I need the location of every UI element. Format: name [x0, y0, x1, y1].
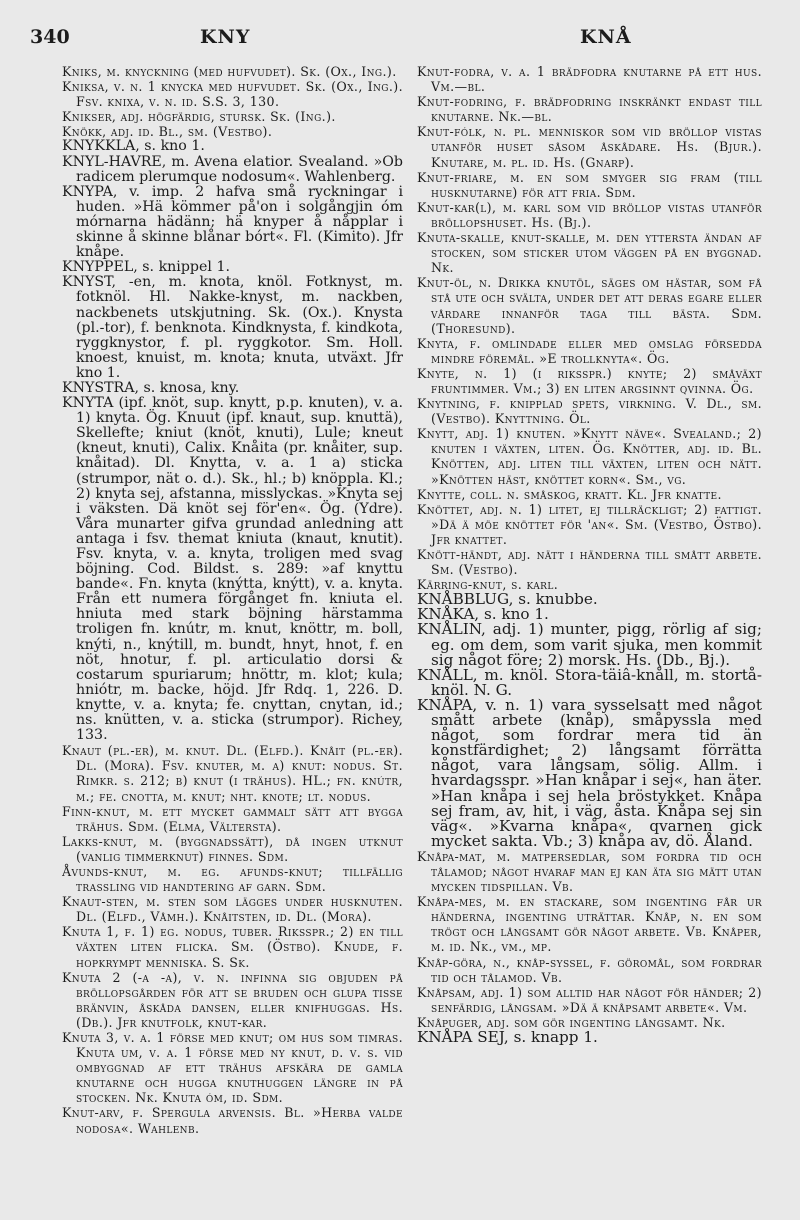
dictionary-entry: Knåpa-mat, m. matpersedlar, som fordra tid och tålamod; något hvaraf man ej kan äta sig mätt utan mycken tidspillan. Vb.	[417, 848, 762, 895]
dictionary-entry: Knut-friare, m. en som smyger sig fram (till husknutarne) för att fria. Sdm.	[417, 169, 762, 200]
page-header	[0, 26, 800, 60]
dictionary-entry: Knåpa-mes, m. en stackare, som ingenting får ur händerna, ingenting uträttar. Knåp, n. en som trögt och långsamt gör något arbete. Vb. Knåper, m. id. Nk., vm., mp.	[417, 894, 762, 955]
dictionary-entry: Knytt, adj. 1) knuten. »Knytt näve«. Svealand.; 2) knuten i växten, liten. Ög. Knötter, adj. id. Bl. Knötten, adj. liten till växten, liten och nätt. »Knötten häst, knöttet korn«. Sm., vg.	[417, 426, 762, 487]
dictionary-entry: KNYSTRA, s. knosa, kny.	[62, 379, 240, 396]
page-number: 340	[30, 26, 70, 48]
dictionary-entry: Knyte, n. 1) (i riksspr.) knyte; 2) småväxt fruntimmer. Vm.; 3) en liten argsinnt qvinna. Ög.	[417, 365, 762, 396]
dictionary-entry: KNÅPA, v. n. 1) vara sysselsatt med något smått arbete (knåp), småpyssla med något, som fordrar mera tid än konstfärdighet; 2) långsamt förrätta något, vara långsam, sölig. Allm. i hvardagsspr. »Han knåpar i sej«, han äter. »Han knåpa i sej hela bröstykket. Knåpa sej fram, av, hit, i väg, åsta. Knåpa sej sin väg«. »Kvarna knåpa«, qvarnen gick mycket sakta. Vb.; 3) knåpa av, dö. Åland.	[417, 695, 762, 850]
dictionary-entry: Knåpsam, adj. 1) som alltid har något för händer; 2) senfärdig, långsam. »Dä ä knåpsamt arbete«. Vm.	[417, 984, 762, 1015]
dictionary-entry: KNYTA (ipf. knöt, sup. knytt, p.p. knuten), v. a. 1) knyta. Ög. Knuut (ipf. knaut, sup. knuttä), Skellefte; kniut (knöt, knuti), Lule; kneut (kneut, knuti), Calix. Knåita (pr. knåiter, sup. knåitad). Dl. Knytta, v. a. 1 a) sticka (strumpor, nät o. d.). Sk., hl.; b) knöppla. Kl.; 2) knyta sej, afstanna, misslyckas. »Knyta sej i väksten. Dä knöt sej för'en«. Ög. (Ydre). Våra munarter gifva grundad anledning att antaga i fsv. themat kniuta (knaut, knutit). Fsv. knyta, v. a. knyta, troligen med svag böjning. Cod. Bildst. s. 289: »af knyttu bande«. Fn. knyta (knýtta, knýtt), v. a. knyta. Från ett numera förgånget fn. kniuta el. hniuta med stark böjning härstamma troligen fn. knútr, m. knut, knöttr, m. boll, knýti, n., knýtill, m. bundt, hnyt, hnot, f. en nöt, hnotur, f. pl. articulatio dorsi & costarum spuriarum; hnöttr, m. klot; kula; hniótr, m. backe, höjd. Jfr Rdq. 1, 226. D. knytte, v. a. knyta; fe. cnyttan, cnytan, id.; ns. knütten, v. a. sticka (strumpor). Richey, 133.	[62, 395, 403, 744]
dictionary-entry: Knaut-sten, m. sten som lägges under husknuten. Dl. (Elfd., Våmh.). Knåitsten, id. Dl. (Mora).	[62, 894, 403, 925]
dictionary-entry: Knyta, f. omlindade eller med omslag försedda mindre föremål. »E trollknyta«. Ög.	[417, 335, 762, 366]
dictionary-entry: Knuta 1, f. 1) eg. nodus, tuber. Riksspr.; 2) en till växten liten flicka. Sm. (Östbo). Knude, f. hopkrympt menniska. S. Sk.	[62, 924, 403, 970]
dictionary-entry: KNÅLIN, adj. 1) munter, pigg, rörlig af sig; eg. om dem, som varit sjuka, men kommit sig något före; 2) morsk. Hs. (Db., Bj.).	[417, 620, 762, 669]
dictionary-entry: KNYL-HAVRE, m. Avena elatior. Svealand. »Ob radicem plerumque nodosum«. Wahlenberg.	[62, 153, 403, 185]
dictionary-entry: Knåpuger, adj. som gör ingenting långsamt. Nk.	[417, 1014, 726, 1030]
right-column	[417, 64, 762, 1184]
dictionary-entry: Kniks, m. knyckning (med hufvudet). Sk. (Ox., Ing.).	[62, 64, 397, 79]
dictionary-entry: KNÅLL, m. knöl. Stora-täiâ-knåll, m. stortå-knöl. N. G.	[417, 665, 762, 699]
dictionary-entry: Kärring-knut, s. karl.	[417, 577, 559, 593]
right-guide-word: KNÅ	[580, 26, 632, 48]
left-column	[62, 64, 403, 1174]
dictionary-entry: KNÅPA SEJ, s. knapp 1.	[417, 1028, 598, 1046]
dictionary-entry: KNYPA, v. imp. 2 hafva små ryckningar i huden. »Hä kömmer på'on i solgångjin óm mórnarna hädänn; hä knyper å nåpplar i skinne å skinne blånar bórt«. Fl. (Kimito). Jfr knåpe.	[62, 183, 403, 261]
dictionary-entry: Knut-fodra, v. a. 1 brädfodra knutarne på ett hus. Vm.—bl.	[417, 64, 762, 95]
dictionary-entry: Knuta-skalle, knut-skalle, m. den yttersta ändan af stocken, som sticker utom väggen på en byggnad. Nk.	[417, 230, 762, 276]
dictionary-entry: Knut-fólk, n. pl. menniskor som vid bröllop vistas utanför huset såsom åskådare. Hs. (Bjur.). Knutare, m. pl. id. Hs. (Gnarp).	[417, 124, 762, 170]
dictionary-entry: Knött-händt, adj. nätt i händerna till smått arbete. Sm. (Vestbo).	[417, 547, 762, 578]
dictionary-entry: Knöttet, adj. n. 1) litet, ej tillräckligt; 2) fattigt. »Dä ä möe knöttet för 'an«. Sm. (Vestbo, Östbo). Jfr knattet.	[417, 501, 762, 547]
dictionary-entry: KNÅBBLUG, s. knubbe.	[417, 590, 598, 609]
dictionary-entry: KNYPPEL, s. knippel 1.	[62, 259, 230, 276]
dictionary-entry: KNYKKLA, s. kno 1.	[62, 138, 205, 155]
dictionary-entry: Knut-fodring, f. brädfodring inskränkt endast till knutarne. Nk.—bl.	[417, 94, 762, 125]
dictionary-entry: KNÅKA, s. kno 1.	[417, 605, 549, 624]
dictionary-entry: Knuta 2 (-a -a), v. n. infinna sig objuden på bröllopsgården för att se bruden och glupa tisse bränvin, åskåda dansen, eller knifhuggas. Hs. (Db.). Jfr knutfolk, knut-kar.	[62, 969, 403, 1030]
dictionary-entry: Knytning, f. knipplad spets, virkning. V. Dl., sm. (Vestbo). Knyttning. Öl.	[417, 396, 762, 427]
left-guide-word: KNY	[200, 26, 251, 48]
dictionary-entry: Finn-knut, m. ett mycket gammalt sätt att bygga trähus. Sdm. (Elma, Vältersta).	[62, 803, 403, 834]
dictionary-entry: Knuta 3, v. a. 1 förse med knut; om hus som timras. Knuta um, v. a. 1 förse med ny knut, d. v. s. vid ombyggnad af ett trähus afskära de gamla knutarne och hugga knuthuggen längre in på stocken. Nk. Knuta óm, id. Sdm.	[62, 1030, 403, 1106]
dictionary-entry: Åvunds-knut, m. eg. afunds-knut; tillfällig trassling vid handtering af garn. Sdm.	[62, 863, 403, 895]
dictionary-entry: KNYST, -en, m. knota, knöl. Fotknyst, m. fotknöl. Hl. Nakke-knyst, m. nackben, nackbenets utskjutning. Sk. (Ox.). Knysta (pl.-tor), f. benknota. Kindknysta, f. kindkota, ryggknystor, f. pl. ryggkotor. Sm. Holl. knoest, knuist, m. knota; knuta, utväxt. Jfr kno 1.	[62, 274, 403, 381]
dictionary-entry: Kniksa, v. n. 1 knycka med hufvudet. Sk. (Ox., Ing.). Fsv. knixa, v. n. id. S.S. 3, 130.	[62, 79, 403, 110]
dictionary-entry: Lakks-knut, m. (byggnadssätt), då ingen utknut (vanlig timmerknut) finnes. Sdm.	[62, 833, 403, 864]
dictionary-entry: Knåp-göra, n., knåp-syssel, f. göromål, som fordrar tid och tålamod. Vb.	[417, 954, 762, 985]
dictionary-entry: Knut-arv, f. Spergula arvensis. Bl. »Herba valde nodosa«. Wahlenb.	[62, 1105, 403, 1136]
dictionary-entry: Knut-kar(l), m. karl som vid bröllop vistas utanför bröllopshuset. Hs. (Bj.).	[417, 199, 762, 230]
dictionary-entry: Knytte, coll. n. småskog, kratt. Kl. Jfr knatte.	[417, 486, 722, 502]
dictionary-entry: Knaut (pl.-er), m. knut. Dl. (Elfd.). Knåit (pl.-er). Dl. (Mora). Fsv. knuter, m. a) knut: nodus. St. Rimkr. s. 212; b) knut (i trähus). HL.; fn. knútr, m.; fe. cnotta, m. knut; nht. knote; lt. nodus.	[62, 743, 403, 804]
dictionary-entry: Knikser, adj. högfärdig, stursk. Sk. (Ing.).	[62, 109, 336, 125]
dictionary-entry: Knut-öl, n. Drikka knutöl, säges om hästar, som få stå ute och svälta, under det att deras egare eller vårdare innanför taga till bästa. Sdm. (Thoresund).	[417, 275, 762, 336]
dictionary-entry: Knökk, adj. id. Bl., sm. (Vestbo).	[62, 124, 273, 140]
